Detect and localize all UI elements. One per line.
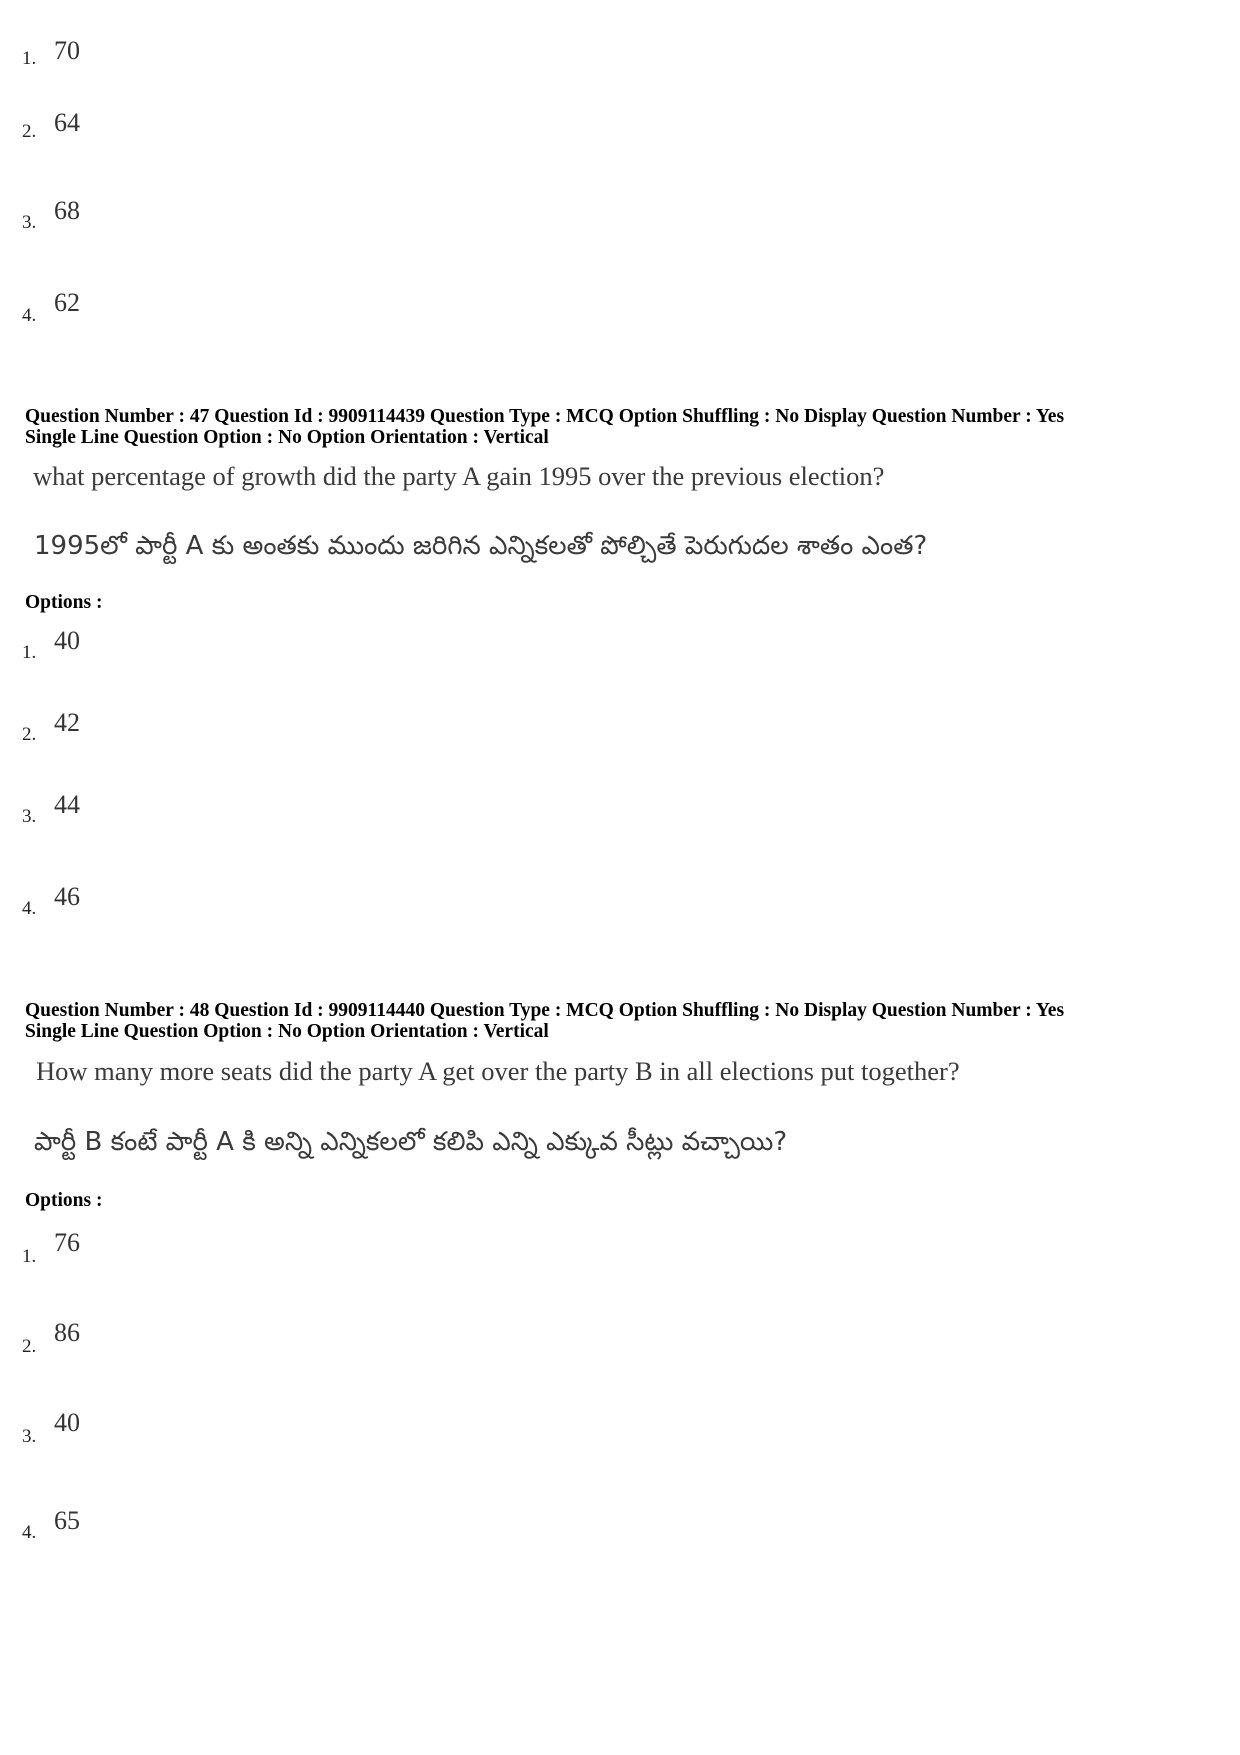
option-number: 2.	[22, 121, 37, 142]
option-number: 1.	[22, 48, 37, 69]
question-text-telugu: 1995లో పార్టీ A కు అంతకు ముందు జరిగిన ఎన్నికలతో పోల్చితే పెరుగుదల శాతం ఎంత?	[34, 531, 928, 561]
option-number: 2.	[22, 1336, 37, 1357]
option-value: 40	[54, 626, 80, 655]
question-meta-line1: Question Number : 48 Question Id : 9909114440 Question Type : MCQ Option Shuffling : No Display Question Number : Yes	[25, 1000, 1065, 1021]
question-meta-line2: Single Line Question Option : No Option Orientation : Vertical	[25, 427, 549, 448]
option-value: 40	[54, 1408, 80, 1437]
prev-option-3[interactable]	[22, 196, 322, 266]
option-value: 44	[54, 790, 80, 819]
question-meta-line2: Single Line Question Option : No Option Orientation : Vertical	[25, 1021, 549, 1042]
options-label: Options :	[25, 592, 103, 613]
option-value: 42	[54, 708, 80, 737]
option-number: 3.	[22, 212, 37, 233]
option-2[interactable]	[22, 1318, 322, 1388]
question-text-english: How many more seats did the party A get over the party B in all elections put together?	[36, 1056, 960, 1086]
option-number: 1.	[22, 642, 37, 663]
option-number: 4.	[22, 305, 37, 326]
option-value: 76	[54, 1228, 80, 1257]
option-3[interactable]	[22, 1408, 322, 1478]
question-meta-line1: Question Number : 47 Question Id : 9909114439 Question Type : MCQ Option Shuffling : No Display Question Number : Yes	[25, 406, 1065, 427]
option-value: 86	[54, 1318, 80, 1347]
prev-option-1[interactable]	[22, 36, 322, 106]
option-value: 64	[54, 108, 80, 137]
prev-option-2[interactable]	[22, 108, 322, 178]
option-number: 2.	[22, 724, 37, 745]
question-text-telugu: పార్టీ B కంటే పార్టీ A కి అన్ని ఎన్నికలలో కలిపి ఎన్ని ఎక్కువ సీట్లు వచ్చాయి?	[34, 1127, 788, 1157]
option-value: 62	[54, 288, 80, 317]
option-number: 4.	[22, 1522, 37, 1543]
option-3[interactable]	[22, 790, 322, 860]
option-4[interactable]	[22, 882, 322, 952]
option-number: 3.	[22, 1426, 37, 1447]
option-value: 46	[54, 882, 80, 911]
options-label: Options :	[25, 1190, 103, 1211]
option-number: 4.	[22, 898, 37, 919]
prev-option-4[interactable]	[22, 288, 322, 358]
option-4[interactable]	[22, 1506, 322, 1576]
option-1[interactable]	[22, 1228, 322, 1298]
option-value: 65	[54, 1506, 80, 1535]
option-number: 3.	[22, 806, 37, 827]
option-value: 70	[54, 36, 80, 65]
option-value: 68	[54, 196, 80, 225]
option-2[interactable]	[22, 708, 322, 778]
question-text-english: what percentage of growth did the party A gain 1995 over the previous election?	[33, 461, 885, 491]
option-number: 1.	[22, 1246, 37, 1267]
option-1[interactable]	[22, 626, 322, 696]
